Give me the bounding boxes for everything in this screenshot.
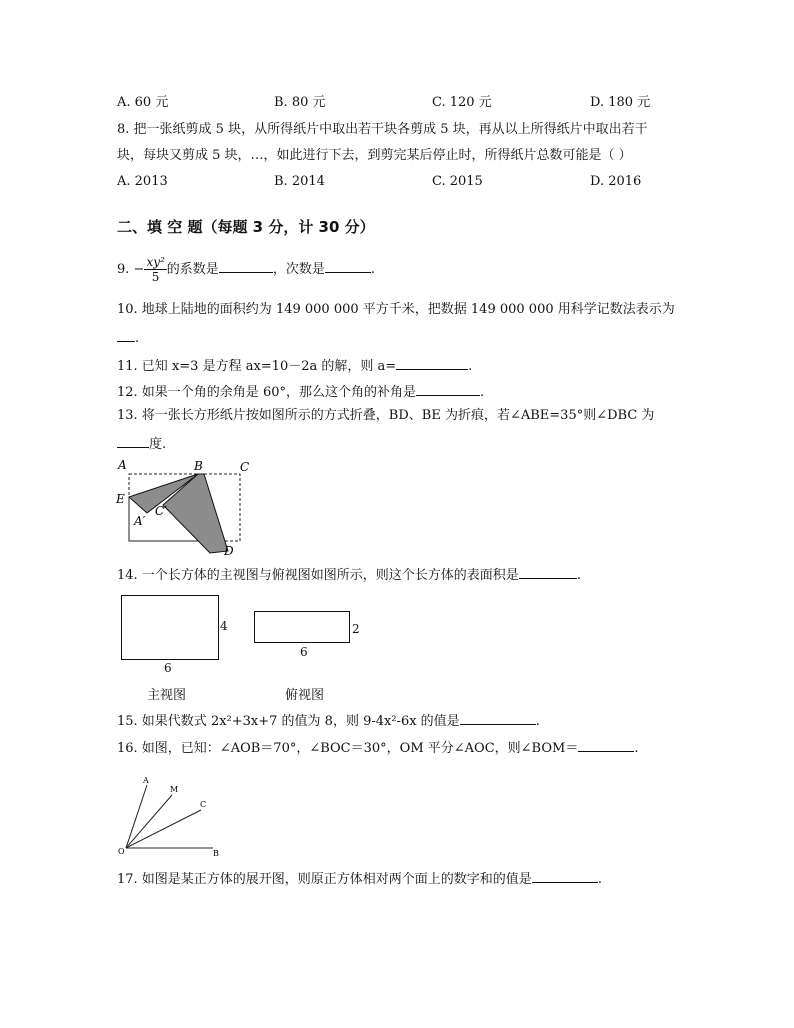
q8-option-c: C. 2015: [432, 174, 483, 189]
ray-om: [126, 795, 172, 848]
q16-label-a: A: [143, 776, 149, 785]
q7-option-d: D. 180 元: [590, 95, 651, 110]
q16-label-c: C: [200, 800, 207, 809]
q10-line2: [117, 328, 139, 348]
q12: [117, 382, 484, 402]
q13-label-b: B: [194, 459, 203, 473]
q15-end: .: [535, 714, 540, 729]
q16-text: 16. 如图，已知：∠AOB＝70°，∠BOC＝30°，OM 平分∠AOC，则∠BOM＝: [117, 741, 579, 756]
q13-label-a: A: [118, 458, 127, 472]
q12-blank[interactable]: [416, 382, 480, 396]
q11-blank[interactable]: [396, 356, 468, 370]
q9-blank-degree[interactable]: [325, 259, 371, 273]
q17-text: 17. 如图是某正方体的展开图，则原正方体相对两个面上的数字和的值是: [117, 872, 532, 887]
top-view-height: 2: [352, 622, 360, 636]
q8-option-a: A. 2013: [117, 174, 168, 189]
q15-text: 15. 如果代数式 2x²+3x+7 的值为 8，则 9-4x²-6x 的值是: [117, 714, 460, 729]
q10-line1: 10. 地球上陆地的面积约为 149 000 000 平方千米，把数据 149 000 000 用科学记数法表示为: [117, 302, 675, 317]
q9-end: .: [370, 262, 375, 277]
q15-blank[interactable]: [460, 711, 536, 725]
q10-end: .: [135, 331, 140, 346]
q13-label-e: E: [116, 492, 125, 506]
q17: [117, 869, 602, 889]
top-view-rect: [254, 611, 350, 643]
q14-end: .: [576, 568, 581, 583]
q9-prefix: 9. −: [117, 262, 145, 277]
q8-option-d: D. 2016: [590, 174, 642, 189]
q16-label-o: O: [118, 847, 125, 856]
q16-blank[interactable]: [578, 738, 634, 752]
q16-end: .: [634, 741, 639, 756]
q14-text: 14. 一个长方体的主视图与俯视图如图所示，则这个长方体的表面积是: [117, 568, 519, 583]
q13-line2: [117, 434, 166, 454]
q8-line1: 8. 把一张纸剪成 5 块，从所得纸片中取出若干块各剪成 5 块，再从以上所得纸片中取出若干: [117, 122, 648, 137]
q17-blank[interactable]: [532, 869, 598, 883]
q8-option-b: B. 2014: [274, 174, 325, 189]
q9-blank-coefficient[interactable]: [219, 259, 273, 273]
top-view-caption: 俯视图: [285, 688, 325, 703]
front-view-width: 6: [164, 661, 172, 675]
q13-label-d: D: [224, 544, 234, 558]
q13-figure: [110, 455, 260, 565]
q9-numerator: xy²: [146, 255, 165, 269]
q9-fraction: [144, 255, 166, 284]
q11-end: .: [468, 359, 473, 374]
q9-denominator: 5: [151, 270, 160, 284]
q16-label-b: B: [213, 849, 219, 858]
front-view-caption: 主视图: [147, 688, 187, 703]
q7-option-c: C. 120 元: [432, 95, 492, 110]
q9-mid2: ，次数是: [272, 262, 325, 277]
front-view-rect: [121, 595, 219, 660]
q13-line1: 13. 将一张长方形纸片按如图所示的方式折叠，BD、BE 为折痕，若∠ABE=35°则∠DBC 为: [117, 408, 655, 423]
q13-label-c-prime: C′: [155, 504, 167, 518]
q9: [117, 253, 375, 287]
q16-label-m: M: [170, 785, 179, 794]
q8-line2: 块，每块又剪成 5 块，…，如此进行下去，到剪完某后停止时，所得纸片总数可能是（ ）: [117, 148, 632, 163]
q7-option-a: A. 60 元: [117, 95, 169, 110]
q14-blank[interactable]: [519, 565, 577, 579]
q11-text: 11. 已知 x=3 是方程 ax=10－2a 的解，则 a=: [117, 359, 397, 374]
q12-end: .: [479, 385, 485, 400]
q17-end: .: [597, 872, 602, 887]
q14: [117, 565, 581, 585]
q13-blank[interactable]: [117, 434, 149, 448]
q15: [117, 711, 540, 731]
section2-title: 二、填 空 题（每题 3 分，计 30 分）: [117, 218, 375, 236]
q13-end: 度.: [149, 437, 167, 452]
q16-figure: [114, 772, 224, 862]
q11: [117, 356, 472, 376]
q13-label-a-prime: A′: [134, 514, 146, 528]
front-view-height: 4: [220, 619, 228, 633]
q12-text: 12. 如果一个角的余角是 60°，那么这个角的补角是: [117, 385, 416, 400]
q13-label-c: C: [240, 460, 250, 474]
q10-blank[interactable]: [117, 328, 135, 342]
q7-option-b: B. 80 元: [274, 95, 326, 110]
q16: [117, 738, 638, 758]
top-view-width: 6: [300, 645, 308, 659]
q9-mid: 的系数是: [166, 262, 219, 277]
